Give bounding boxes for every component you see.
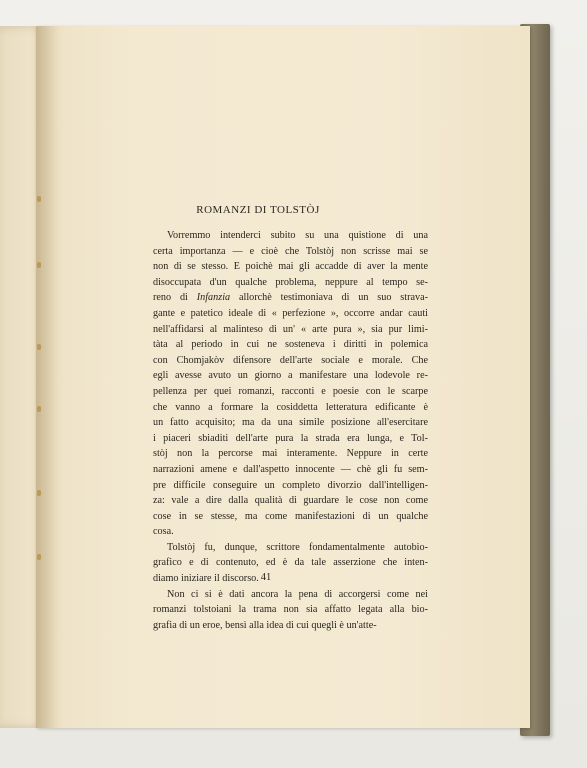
- binding-stitch: [37, 554, 41, 560]
- text-line: certa importanza — e cioè che Tolstòj non scrisse mai se: [153, 245, 428, 257]
- text-line: i piaceri sbiaditi dell'arte pura la strada era lunga, e Tol-: [153, 432, 428, 444]
- chapter-title: ROMANZI DI TOLSTÒJ: [196, 204, 320, 216]
- text-line: nell'affidarsi al malinteso di un' « arte pura », sia pur limi-: [153, 323, 428, 335]
- binding-stitch: [37, 490, 41, 496]
- text-line: tàta al periodo in cui ne sosteneva i diritti in polemica: [153, 339, 428, 351]
- text-line: gante e patetico ideale di « perfezione », occorre andar cauti: [153, 307, 428, 319]
- binding-stitch: [37, 406, 41, 412]
- page-number: 41: [260, 572, 272, 583]
- text-line: Non ci si è dati ancora la pena di accorgersi come nei: [167, 588, 428, 600]
- text-line: pellenza per quei romanzi, racconti e poesie con le scarpe: [153, 385, 428, 397]
- binding-stitch: [37, 344, 41, 350]
- text-line: pre difficile conseguire un completo divorzio dall'intelligen-: [153, 479, 428, 491]
- text-line: za: vale a dire dalla qualità di guardare le cose non come: [153, 495, 428, 507]
- text-line: disoccupata d'un qualche problema, neppure al tempo se-: [153, 276, 428, 288]
- text-line: diamo iniziare il discorso.: [153, 573, 259, 585]
- text-line: con Chomjakòv difensore dell'arte sociale e morale. Che: [153, 354, 428, 366]
- text-line: cosa.: [153, 526, 174, 538]
- text-line: Tolstòj fu, dunque, scrittore fondamentalmente autobio-: [167, 541, 428, 553]
- gutter-shadow: [36, 26, 58, 728]
- text-line: non di se stesso. E poichè mai gli accadde di aver la mente: [153, 261, 428, 273]
- text-line: grafia di un eroe, bensì alla idea di cui quegli è un'atte-: [153, 619, 377, 631]
- text-line: romanzi tolstoiani la trama non sia affatto legata alla bio-: [153, 604, 428, 616]
- paragraph: [139, 587, 428, 634]
- text-line: egli avesse avuto un giorno a manifestare una lodevole re-: [153, 370, 428, 382]
- text-line: grafico e di contenuto, ed è da tale asserzione che inten-: [153, 557, 428, 569]
- text-line: narrazioni amene e dall'aspetto innocente — chè gli fu sem-: [153, 463, 428, 475]
- text-line: un fatto acquisito; ma da una simile posizione all'esercitare: [153, 417, 428, 429]
- paragraph: [139, 228, 428, 540]
- text-line: Vorremmo intenderci subito su una quistione di una: [167, 230, 428, 241]
- text-line: cose in se stesse, ma come manifestazioni di un qualche: [153, 510, 428, 522]
- binding-stitch: [37, 196, 41, 202]
- text-line: reno di Infanzia allorchè testimoniava di un suo strava-: [153, 292, 429, 304]
- book-page: [36, 26, 530, 728]
- binding-stitch: [37, 262, 41, 268]
- text-line: stòj non la percorse mai interamente. Neppure in certe: [153, 448, 428, 460]
- text-line: che vanno a formare la cosiddetta letteratura edificante è: [153, 401, 428, 413]
